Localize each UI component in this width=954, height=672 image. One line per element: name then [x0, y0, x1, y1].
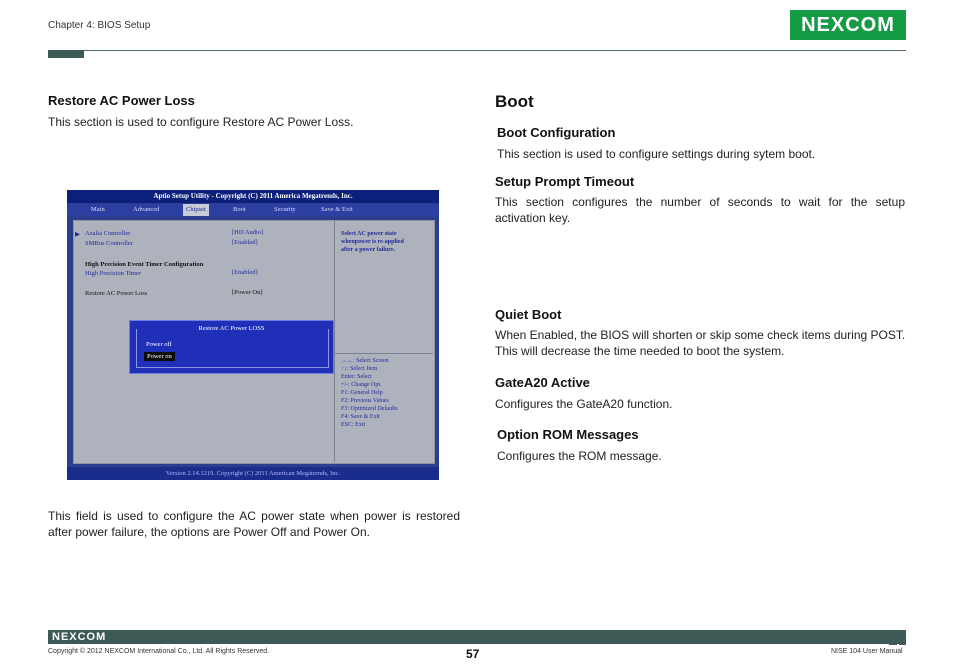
setup-prompt-timeout-desc: This section configures the number of seconds to wait for the setup activation key.	[495, 195, 905, 225]
bios-help-line: after a power failure.	[341, 247, 395, 253]
bios-help-line: whenpower is re-applied	[341, 239, 404, 245]
footer-squares-icon	[889, 630, 907, 646]
bios-panel-divider	[334, 220, 335, 462]
gatea20-desc: Configures the GateA20 function.	[495, 397, 673, 411]
bios-key-help: ↑↓: Select Item	[341, 366, 378, 372]
popup-option-power-off[interactable]: Power off	[146, 341, 172, 348]
bios-key-help: F3: Optimized Defaults	[341, 406, 398, 412]
bios-key-help: +/-: Change Opt.	[341, 382, 382, 388]
page-number: 57	[466, 647, 480, 661]
bios-version-footer: Version 2.14.1219. Copyright (C) 2011 American Megatrends, Inc.	[67, 467, 439, 480]
boot-configuration-heading: Boot Configuration	[497, 125, 616, 140]
footer-bar	[48, 630, 906, 644]
bios-item-high-precision-timer[interactable]: High Precision Timer	[85, 270, 141, 277]
nexcom-logo: NEXCOM	[790, 10, 906, 40]
bios-key-help: F1: General Help	[341, 390, 383, 396]
manual-name: NISE 104 User Manual	[831, 648, 903, 655]
bios-item-smbus[interactable]: SMBus Controller	[85, 240, 133, 247]
bios-screenshot	[67, 190, 439, 480]
restore-ac-power-loss-intro: This section is used to configure Restore AC Power Loss.	[48, 115, 354, 129]
gatea20-heading: GateA20 Active	[495, 375, 590, 390]
bios-key-help: Enter: Select	[341, 374, 372, 380]
option-rom-desc: Configures the ROM message.	[497, 449, 662, 463]
option-rom-heading: Option ROM Messages	[497, 427, 639, 442]
bios-tab-boot[interactable]: Boot	[233, 206, 246, 213]
popup-frame	[136, 329, 329, 368]
footer-nexcom-logo: NEXCOM	[52, 631, 107, 643]
bios-item-azalia[interactable]: Azalia Controller	[85, 230, 131, 237]
bios-value-restore-ac[interactable]: [Power On]	[232, 289, 263, 296]
bios-key-help: ESC: Exit	[341, 422, 366, 428]
bios-key-help: F4: Save & Exit	[341, 414, 380, 420]
popup-option-power-on[interactable]: Power on	[144, 352, 175, 361]
restore-ac-power-loss-body: This field is used to configure the AC power state when power is restored after power failure, the options are Power Off and Power On.	[48, 509, 460, 539]
bios-help-line: Select AC power state	[341, 231, 397, 237]
bios-help-divider	[335, 353, 433, 354]
quiet-boot-desc: When Enabled, the BIOS will shorten or skip some check items during POST. This will decrease the time needed to boot the system.	[495, 328, 906, 358]
bios-menu-bar	[67, 204, 439, 216]
boot-configuration-desc: This section is used to configure settings during sytem boot.	[497, 147, 816, 161]
header-accent-block	[48, 50, 84, 58]
chapter-title: Chapter 4: BIOS Setup	[48, 20, 151, 31]
header-divider	[48, 50, 906, 51]
bios-item-restore-ac[interactable]: Restore AC Power Loss	[85, 290, 148, 297]
boot-heading: Boot	[495, 92, 534, 111]
bios-tab-main[interactable]: Main	[91, 206, 105, 213]
restore-ac-power-loss-heading: Restore AC Power Loss	[48, 93, 195, 108]
bios-item-hpet-config: High Precision Event Timer Configuration	[85, 261, 204, 268]
bios-option-popup	[129, 320, 334, 374]
popup-title: Restore AC Power LOSS	[198, 325, 265, 332]
bios-value-high-precision-timer[interactable]: [Enabled]	[232, 269, 258, 276]
bios-value-smbus[interactable]: [Enabled]	[232, 239, 258, 246]
bios-title-bar: Aptio Setup Utility - Copyright (C) 2011 America Megatrends, Inc.	[67, 190, 439, 203]
quiet-boot-heading: Quiet Boot	[495, 307, 562, 322]
bios-tab-security[interactable]: Security	[274, 206, 296, 213]
bios-value-azalia[interactable]: [HD Audio]	[232, 229, 264, 236]
setup-prompt-timeout-heading: Setup Prompt Timeout	[495, 174, 635, 189]
copyright-text: Copyright © 2012 NEXCOM International Co., Ltd. All Rights Reserved.	[48, 648, 270, 655]
bios-tab-advanced[interactable]: Advanced	[133, 206, 160, 213]
bios-tab-chipset[interactable]: Chipset	[183, 204, 209, 216]
bios-key-help: →←: Select Screen	[341, 358, 389, 364]
bios-selection-arrow-icon: ▶	[75, 231, 80, 238]
bios-tab-save-exit[interactable]: Save & Exit	[321, 206, 353, 213]
bios-key-help: F2: Previous Values	[341, 398, 389, 404]
